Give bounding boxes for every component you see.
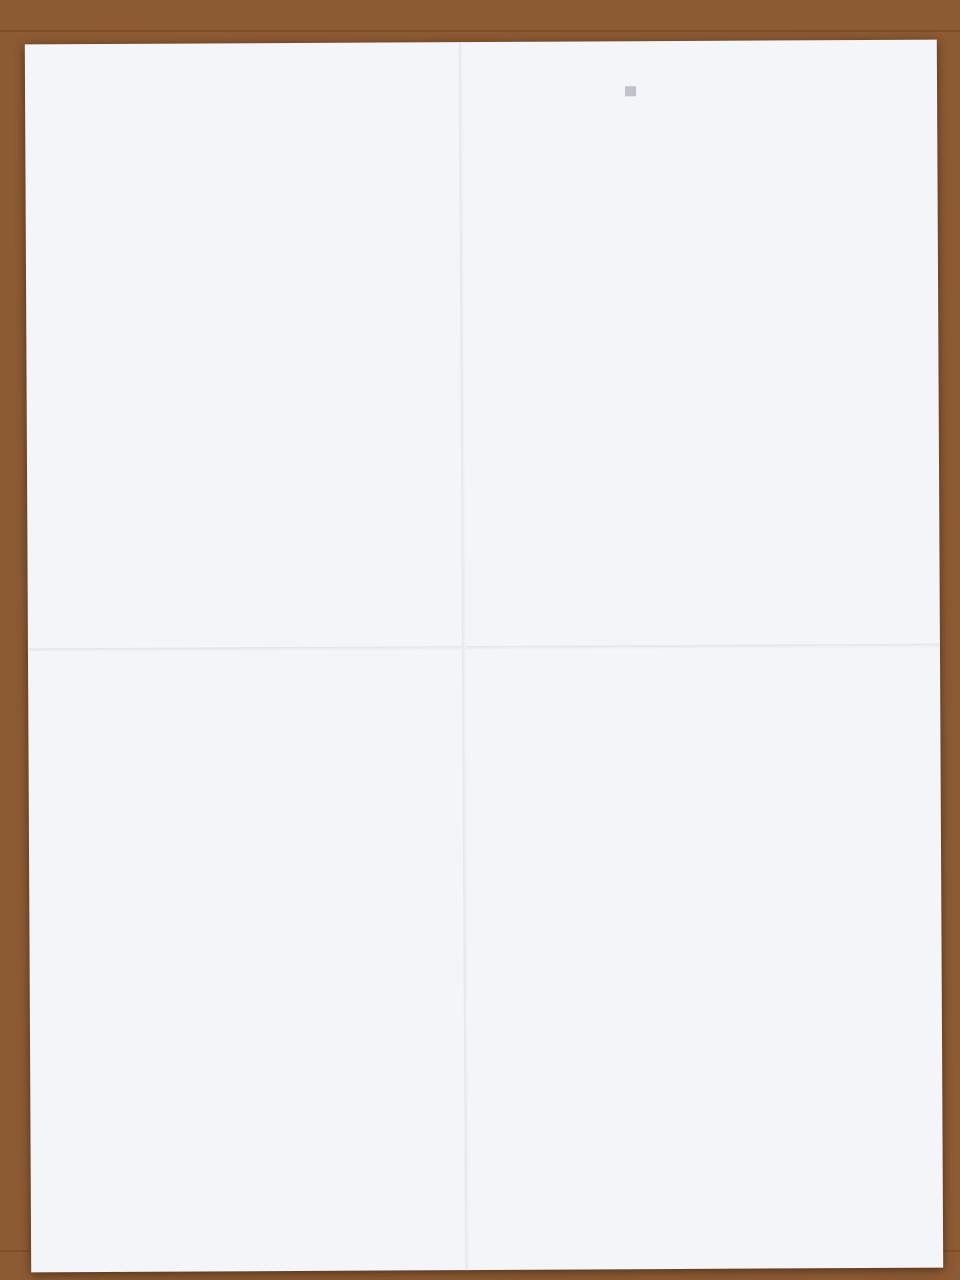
invoice-header — [625, 85, 636, 98]
invoice-paper — [25, 40, 943, 1273]
invoice-table — [93, 128, 845, 1266]
issue-date — [625, 85, 636, 98]
redacted-day — [625, 86, 636, 96]
